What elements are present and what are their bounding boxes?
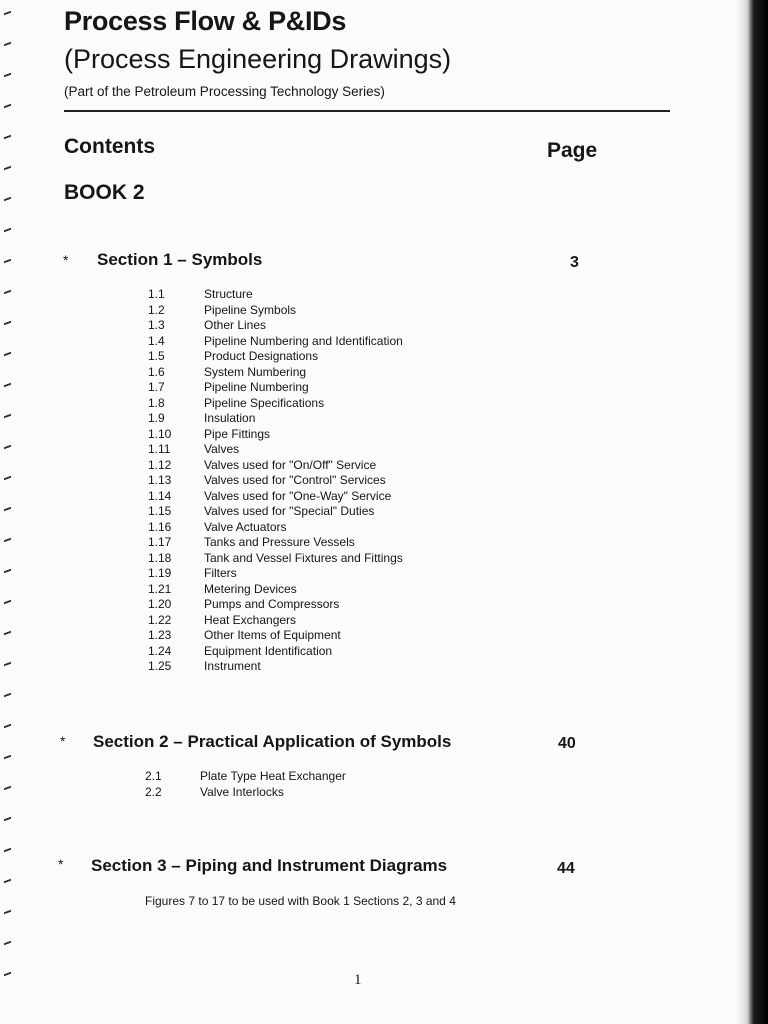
toc-entry-title: Tanks and Pressure Vessels <box>204 535 355 549</box>
toc-entry-number: 1.10 <box>148 426 172 441</box>
section-2-bullet: * <box>60 733 66 749</box>
toc-entry-number: 1.21 <box>148 581 172 596</box>
toc-entry-title: Pumps and Compressors <box>204 597 340 611</box>
toc-entry-title: Heat Exchangers <box>204 612 297 627</box>
toc-entry <box>148 520 448 536</box>
section-3-note: Figures 7 to 17 to be used with Book 1 Sections 2, 3 and 4 <box>145 894 456 908</box>
toc-entry-title: Valves used for "On/Off" Service <box>204 457 377 472</box>
toc-entry-title: Valve Actuators <box>204 519 287 534</box>
toc-entry-number: 1.11 <box>148 442 171 456</box>
toc-entry <box>148 442 448 458</box>
toc-entry <box>148 334 448 350</box>
document-subtitle: (Process Engineering Drawings) <box>64 44 452 74</box>
toc-entry-number: 1.24 <box>148 643 172 658</box>
toc-entry <box>148 613 448 629</box>
toc-entry-title: Equipment Identification <box>204 643 333 658</box>
section-2-title: Section 2 – Practical Application of Symbols <box>93 732 452 751</box>
binding-mark <box>4 445 11 453</box>
toc-entry-number: 1.23 <box>148 628 172 642</box>
binding-mark <box>4 104 11 112</box>
page-number: 1 <box>354 972 362 988</box>
binding-mark <box>4 135 11 143</box>
binding-mark <box>4 507 11 515</box>
binding-mark <box>4 197 11 205</box>
toc-entry <box>148 411 448 427</box>
toc-entry-number: 1.2 <box>148 302 165 317</box>
toc-entry <box>148 458 448 474</box>
toc-entry-number: 1.4 <box>148 333 165 348</box>
toc-entry-title: Valve Interlocks <box>200 784 284 799</box>
binding-mark <box>4 817 11 825</box>
binding-mark <box>4 538 11 546</box>
toc-entry-number: 1.15 <box>148 504 172 518</box>
toc-entry-title: Product Designations <box>204 349 319 363</box>
toc-entry-number: 1.14 <box>148 488 172 503</box>
section-3-page: 44 <box>557 860 575 877</box>
toc-entry-number: 1.20 <box>148 597 172 611</box>
binding-mark <box>4 693 11 701</box>
toc-entry <box>148 659 448 675</box>
binding-mark <box>4 755 11 763</box>
binding-mark <box>4 879 11 887</box>
toc-entry-number: 1.19 <box>148 566 172 580</box>
toc-entry <box>148 380 448 396</box>
toc-entry-number: 1.6 <box>148 364 165 379</box>
contents-heading: Contents <box>64 135 155 158</box>
toc-entry <box>148 427 448 443</box>
toc-entry <box>148 597 448 613</box>
toc-entry-title: Other Lines <box>204 318 267 332</box>
toc-entry-title: Valves used for "Special" Duties <box>204 504 375 518</box>
toc-entry-number: 2.1 <box>145 769 162 783</box>
binding-mark <box>4 662 11 670</box>
binding-mark <box>4 42 11 50</box>
toc-entry-number: 1.1 <box>148 287 165 301</box>
binding-hole-marks <box>0 0 14 1024</box>
toc-entry-number: 1.5 <box>148 349 165 363</box>
binding-mark <box>4 259 11 267</box>
section-2-item-list <box>145 769 445 800</box>
binding-mark <box>4 414 11 422</box>
toc-entry-number: 1.7 <box>148 380 165 394</box>
toc-entry-title: Plate Type Heat Exchanger <box>200 769 346 783</box>
binding-mark <box>4 290 11 298</box>
binding-mark <box>4 383 11 391</box>
toc-entry-number: 1.13 <box>148 473 172 487</box>
binding-mark <box>4 476 11 484</box>
book-label: BOOK 2 <box>64 181 145 204</box>
section-2-page: 40 <box>558 735 576 752</box>
toc-entry <box>148 303 448 319</box>
toc-entry-number: 1.25 <box>148 659 172 673</box>
toc-entry-number: 1.22 <box>148 612 172 627</box>
toc-entry-number: 2.2 <box>145 784 162 799</box>
binding-mark <box>4 631 11 639</box>
binding-mark <box>4 352 11 360</box>
document-title: Process Flow & P&IDs <box>64 6 347 36</box>
binding-mark <box>4 848 11 856</box>
toc-entry-number: 1.17 <box>148 535 172 549</box>
toc-entry <box>148 473 448 489</box>
binding-mark <box>4 786 11 794</box>
section-3-bullet: * <box>58 856 64 872</box>
toc-entry-title: Tank and Vessel Fixtures and Fittings <box>204 550 403 565</box>
toc-entry-number: 1.3 <box>148 318 165 332</box>
toc-entry-title: Valves used for "One-Way" Service <box>204 488 392 503</box>
toc-entry-title: Pipeline Numbering <box>204 380 309 394</box>
toc-entry <box>148 551 448 567</box>
binding-mark <box>4 569 11 577</box>
binding-mark <box>4 941 11 949</box>
series-note: (Part of the Petroleum Processing Technology Series) <box>64 84 385 99</box>
toc-entry <box>148 287 448 303</box>
toc-entry-number: 1.9 <box>148 411 165 425</box>
toc-entry-title: Valves used for "Control" Services <box>204 473 386 487</box>
toc-entry <box>148 349 448 365</box>
toc-entry <box>148 318 448 334</box>
toc-entry <box>145 769 445 785</box>
toc-entry-title: Other Items of Equipment <box>204 628 341 642</box>
header-divider <box>64 110 670 112</box>
binding-mark <box>4 11 11 19</box>
toc-entry-title: Pipe Fittings <box>204 426 271 441</box>
binding-mark <box>4 910 11 918</box>
toc-entry <box>148 628 448 644</box>
toc-entry-title: Structure <box>204 287 253 301</box>
toc-entry-title: Pipeline Symbols <box>204 302 297 317</box>
section-1-bullet: * <box>63 252 69 268</box>
toc-entry-title: Filters <box>204 566 237 580</box>
toc-entry <box>148 396 448 412</box>
toc-entry-title: Metering Devices <box>204 581 297 596</box>
binding-mark <box>4 972 11 980</box>
page-column-heading: Page <box>547 139 598 162</box>
section-1-item-list <box>148 287 448 675</box>
section-1-page: 3 <box>570 254 579 271</box>
binding-mark <box>4 73 11 81</box>
binding-mark <box>4 228 11 236</box>
toc-entry-number: 1.16 <box>148 519 172 534</box>
toc-entry-title: System Numbering <box>204 364 307 379</box>
scan-shadow-edge <box>736 0 768 1024</box>
toc-entry-title: Insulation <box>204 411 256 425</box>
toc-entry <box>148 582 448 598</box>
toc-entry-title: Pipeline Specifications <box>204 395 325 410</box>
toc-entry-title: Valves <box>204 442 240 456</box>
toc-entry <box>148 365 448 381</box>
toc-entry-number: 1.8 <box>148 395 165 410</box>
binding-mark <box>4 724 11 732</box>
toc-entry <box>145 785 445 801</box>
binding-mark <box>4 600 11 608</box>
toc-entry-title: Pipeline Numbering and Identification <box>204 333 403 348</box>
section-3-title: Section 3 – Piping and Instrument Diagrams <box>91 856 448 875</box>
toc-entry <box>148 535 448 551</box>
toc-entry-title: Instrument <box>204 659 261 673</box>
binding-mark <box>4 166 11 174</box>
section-1-title: Section 1 – Symbols <box>97 250 263 269</box>
toc-entry <box>148 644 448 660</box>
toc-entry-number: 1.18 <box>148 550 172 565</box>
toc-entry-number: 1.12 <box>148 457 172 472</box>
toc-entry <box>148 566 448 582</box>
binding-mark <box>4 321 11 329</box>
toc-entry <box>148 489 448 505</box>
toc-entry <box>148 504 448 520</box>
